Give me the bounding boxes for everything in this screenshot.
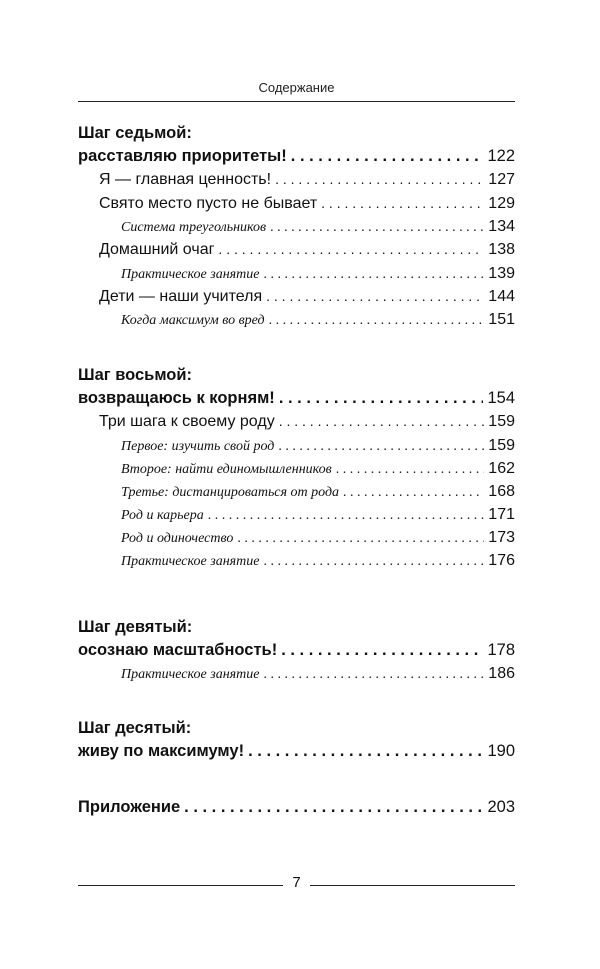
dot-leader (275, 168, 484, 192)
page-number: 7 (292, 874, 301, 891)
entry-page: 159 (488, 436, 515, 454)
entry-page: 190 (487, 741, 515, 760)
entry-page: 171 (488, 505, 515, 523)
toc-entry-step9[interactable] (78, 639, 515, 662)
entry-title: Второе: найти единомышленников (121, 461, 332, 477)
entry-page: 122 (487, 147, 515, 165)
entry-page: 144 (488, 287, 515, 305)
toc-section-step7 (78, 122, 515, 331)
entry-title: Система треугольников (121, 220, 267, 235)
dot-leader (263, 263, 484, 286)
toc-subentry[interactable] (78, 549, 515, 572)
entry-page: 151 (488, 311, 515, 328)
toc-entry-step10[interactable] (78, 740, 515, 763)
toc-section-step10 (78, 717, 515, 763)
toc-subentry[interactable] (78, 503, 515, 526)
toc-entry[interactable] (78, 410, 515, 434)
toc-entry-step8[interactable] (78, 387, 515, 410)
step8-heading: Шаг восьмой: (78, 366, 193, 384)
footer-rule-right (310, 885, 515, 886)
dot-leader (263, 550, 484, 573)
dot-leader (208, 504, 485, 527)
dot-leader (248, 740, 483, 763)
entry-page: 173 (488, 528, 515, 546)
step9-heading: Шаг девятый: (78, 617, 193, 636)
entry-title: Три шага к своему роду (99, 413, 275, 430)
dot-leader (336, 458, 485, 481)
header-rule (78, 101, 515, 102)
toc-entry[interactable] (78, 285, 515, 309)
dot-leader (263, 663, 484, 686)
entry-title: Род и карьера (121, 507, 204, 523)
dot-leader (278, 435, 484, 458)
entry-page: 178 (487, 640, 515, 659)
entry-page: 138 (488, 241, 515, 258)
toc-subentry[interactable] (78, 262, 515, 285)
toc-subentry[interactable] (78, 662, 515, 685)
entry-title: Род и одиночество (121, 530, 234, 546)
entry-title: живу по максимуму! (78, 741, 245, 760)
dot-leader (279, 410, 485, 434)
step7-heading: Шаг седьмой: (78, 124, 192, 142)
entry-title: Я — главная ценность! (99, 171, 272, 188)
dot-leader (270, 216, 484, 239)
dot-leader (266, 285, 484, 309)
entry-page: 154 (487, 389, 515, 407)
entry-page: 176 (488, 551, 515, 569)
toc-section-step8 (78, 364, 515, 572)
toc-entry-step7[interactable] (78, 145, 515, 168)
entry-title: Первое: изучить свой род (121, 438, 275, 454)
entry-page: 168 (488, 482, 515, 500)
entry-title: Практическое занятие (121, 553, 260, 569)
dot-leader (237, 527, 484, 550)
dot-leader (218, 238, 484, 262)
entry-title: Приложение (78, 797, 181, 816)
toc-entry[interactable] (78, 238, 515, 262)
entry-page: 139 (488, 264, 515, 282)
dot-leader (279, 387, 484, 410)
entry-page: 134 (488, 218, 515, 235)
entry-title: возвращаюсь к корням! (78, 389, 275, 407)
dot-leader (291, 145, 484, 168)
entry-title: расставляю приоритеты! (78, 147, 287, 165)
page-footer (78, 870, 515, 900)
entry-page: 203 (487, 797, 515, 816)
toc-section-step9 (78, 616, 515, 685)
entry-page: 159 (488, 413, 515, 430)
toc-entry[interactable] (78, 192, 515, 216)
table-of-contents (78, 122, 515, 819)
toc-subentry[interactable] (78, 457, 515, 480)
dot-leader (281, 639, 483, 662)
running-header: Содержание (258, 80, 335, 95)
entry-title: Дети — наши учителя (99, 287, 263, 305)
entry-page: 127 (488, 171, 515, 188)
entry-title: Третье: дистанцироваться от рода (121, 484, 340, 500)
entry-title: Свято место пусто не бывает (99, 194, 318, 212)
entry-page: 162 (488, 459, 515, 477)
toc-subentry[interactable] (78, 526, 515, 549)
dot-leader (321, 192, 484, 216)
dot-leader (269, 309, 485, 332)
toc-subentry[interactable] (78, 308, 515, 331)
toc-entry[interactable] (78, 168, 515, 192)
entry-page: 186 (488, 664, 515, 682)
toc-subentry[interactable] (78, 434, 515, 457)
step10-heading: Шаг десятый: (78, 718, 192, 737)
toc-section-appendix (78, 796, 515, 819)
entry-title: Практическое занятие (121, 666, 260, 682)
toc-subentry[interactable] (78, 480, 515, 503)
entry-title: Когда максимум во вред (121, 313, 265, 328)
dot-leader (343, 481, 484, 504)
entry-title: осознаю масштабность! (78, 640, 278, 659)
entry-page: 129 (488, 194, 515, 212)
dot-leader (184, 796, 483, 819)
toc-entry-appendix[interactable] (78, 796, 515, 819)
toc-subentry[interactable] (78, 215, 515, 238)
entry-title: Практическое занятие (121, 266, 260, 282)
entry-title: Домашний очаг (99, 241, 215, 258)
